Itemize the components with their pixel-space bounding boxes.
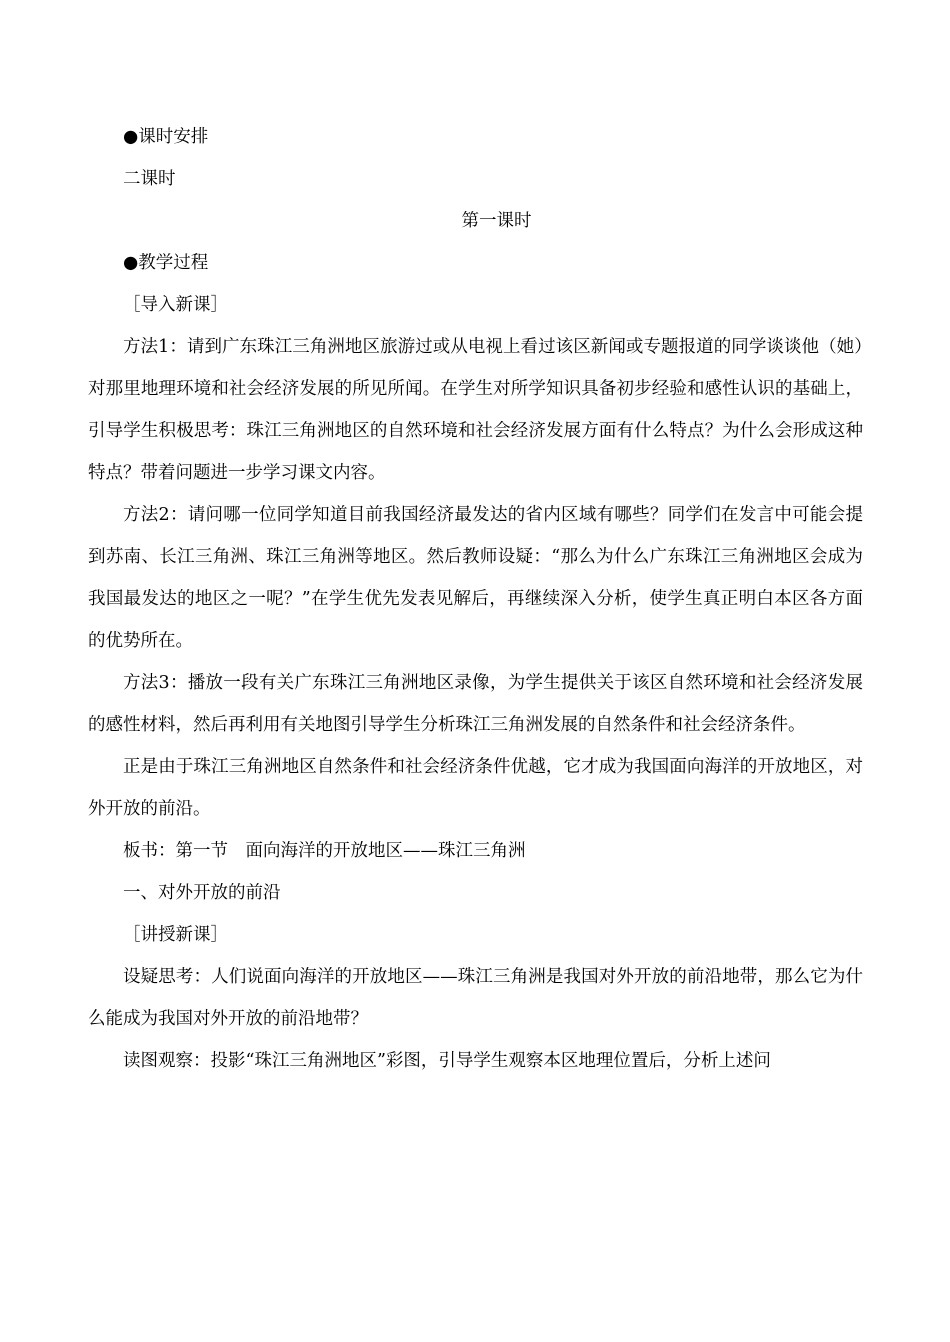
schedule-value: 二课时 xyxy=(123,169,176,189)
document-body xyxy=(88,116,863,1082)
method-3-paragraph: 方法3：播放一段有关广东珠江三角洲地区录像，为学生提供关于该区自然环境和社会经济发展的感性材料，然后再利用有关地图引导学生分析珠江三角洲发展的自然条件和社会经济条件。 xyxy=(88,673,863,735)
lesson-title: 第一课时 xyxy=(461,211,532,231)
process-heading: ●教学过程 xyxy=(123,253,209,273)
new-lesson-heading: ［讲授新课］ xyxy=(123,925,228,945)
board-writing: 板书：第一节 面向海洋的开放地区——珠江三角洲 xyxy=(123,841,526,861)
schedule-heading: ●课时安排 xyxy=(123,127,209,147)
map-reading-paragraph: 读图观察：投影“珠江三角洲地区”彩图，引导学生观察本区地理位置后，分析上述问 xyxy=(123,1051,771,1071)
method-2-paragraph: 方法2：请问哪一位同学知道目前我国经济最发达的省内区域有哪些？同学们在发言中可能会提到苏南、长江三角洲、珠江三角洲等地区。然后教师设疑：“那么为什么广东珠江三角洲地区会成为我国最发达的地区之一呢？”在学生优先发表见解后，再继续深入分析，使学生真正明白本区各方面的优势所在。 xyxy=(88,505,863,651)
section-heading: 一、对外开放的前沿 xyxy=(123,883,281,903)
method-1-paragraph: 方法1：请到广东珠江三角洲地区旅游过或从电视上看过该区新闻或专题报道的同学谈谈他（她）对那里地理环境和社会经济发展的所见所闻。在学生对所学知识具备初步经验和感性认识的基础上，引导学生积极思考：珠江三角洲地区的自然环境和社会经济发展方面有什么特点？为什么会形成这种特点？带着问题进一步学习课文内容。 xyxy=(88,337,863,483)
summary-paragraph: 正是由于珠江三角洲地区自然条件和社会经济条件优越，它才成为我国面向海洋的开放地区，对外开放的前沿。 xyxy=(88,757,863,819)
question-paragraph: 设疑思考：人们说面向海洋的开放地区——珠江三角洲是我国对外开放的前沿地带，那么它为什么能成为我国对外开放的前沿地带？ xyxy=(88,967,863,1029)
intro-heading: ［导入新课］ xyxy=(123,295,228,315)
